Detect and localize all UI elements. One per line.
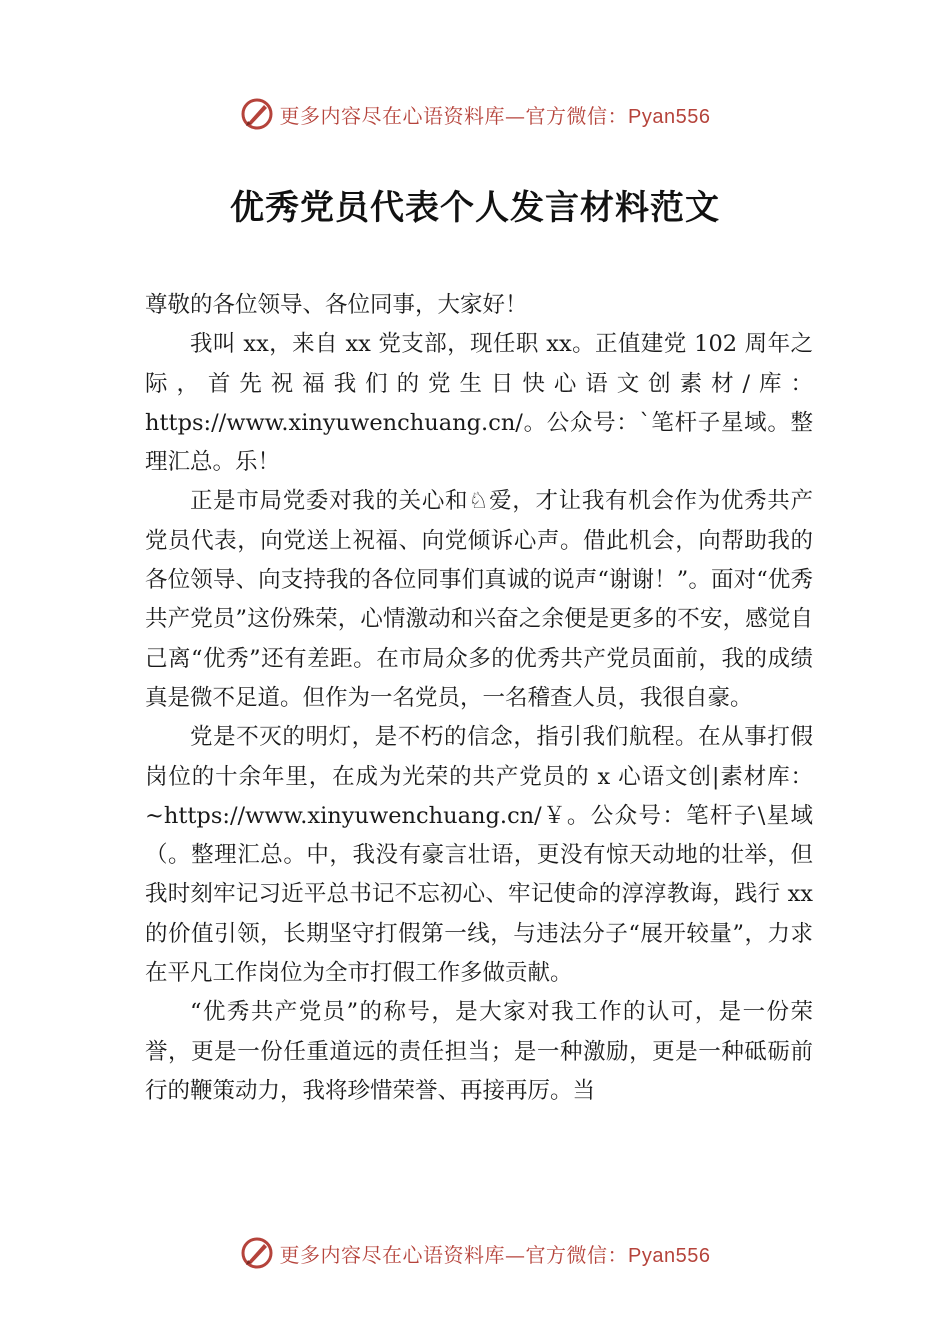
page-title: 优秀党员代表个人发言材料范文 (230, 188, 720, 228)
paragraph: “优秀共产党员”的称号，是大家对我工作的认可，是一份荣誉，更是一份任重道远的责任担当；是一种激励，更是一种砥砺前行的鞭策动力，我将珍惜荣誉、再接再厉。当 (145, 999, 813, 1104)
quill-seal-icon (240, 1236, 274, 1270)
document-body (145, 286, 813, 1111)
watermark-text: 更多内容尽在心语资料库—官方微信： (279, 103, 629, 128)
footer-watermark (0, 1233, 950, 1273)
paragraph-greeting: 尊敬的各位领导、各位同事，大家好！ (145, 292, 528, 318)
watermark-account: Pyan556 (628, 1244, 711, 1267)
quill-seal-icon (240, 97, 274, 131)
watermark-account: Pyan556 (628, 105, 711, 128)
paragraph: 党是不灭的明灯，是不朽的信念，指引我们航程。在从事打假岗位的十余年里，在成为光荣的共产党员的 x 心语文创|素材库：~https://www.xinyuwenchuang.cn/￥。公众号：笔杆子\星域（。整理汇总。中，我没有豪言壮语，更没有惊天动地的壮举，但我时刻牢记习近平总书记不忘初心、牢记使命的淳淳教诲，践行 xx 的价值引领，长期坚守打假第一线，与违法分子“展开较量”，力求在平凡工作岗位为全市打假工作多做贡献。 (145, 724, 813, 987)
watermark-text: 更多内容尽在心语资料库—官方微信： (279, 1242, 629, 1267)
paragraph: 我叫 xx，来自 xx 党支部，现任职 xx。正值建党 102 周年之际，首先祝福我们的党生日快心语文创素材/库：https://www.xinyuwenchuang.cn/。公众号：`笔杆子星域。整理汇总。乐！ (145, 331, 813, 476)
header-watermark (0, 94, 950, 134)
paragraph: 正是市局党委对我的关心和♘爱，才让我有机会作为优秀共产党员代表，向党送上祝福、向党倾诉心声。借此机会，向帮助我的各位领导、向支持我的各位同事们真诚的说声“谢谢！”。面对“优秀共产党员”这份殊荣，心情激动和兴奋之余便是更多的不安，感觉自己离“优秀”还有差距。在市局众多的优秀共产党员面前，我的成绩真是微不足道。但作为一名党员，一名稽查人员，我很自豪。 (145, 488, 813, 711)
